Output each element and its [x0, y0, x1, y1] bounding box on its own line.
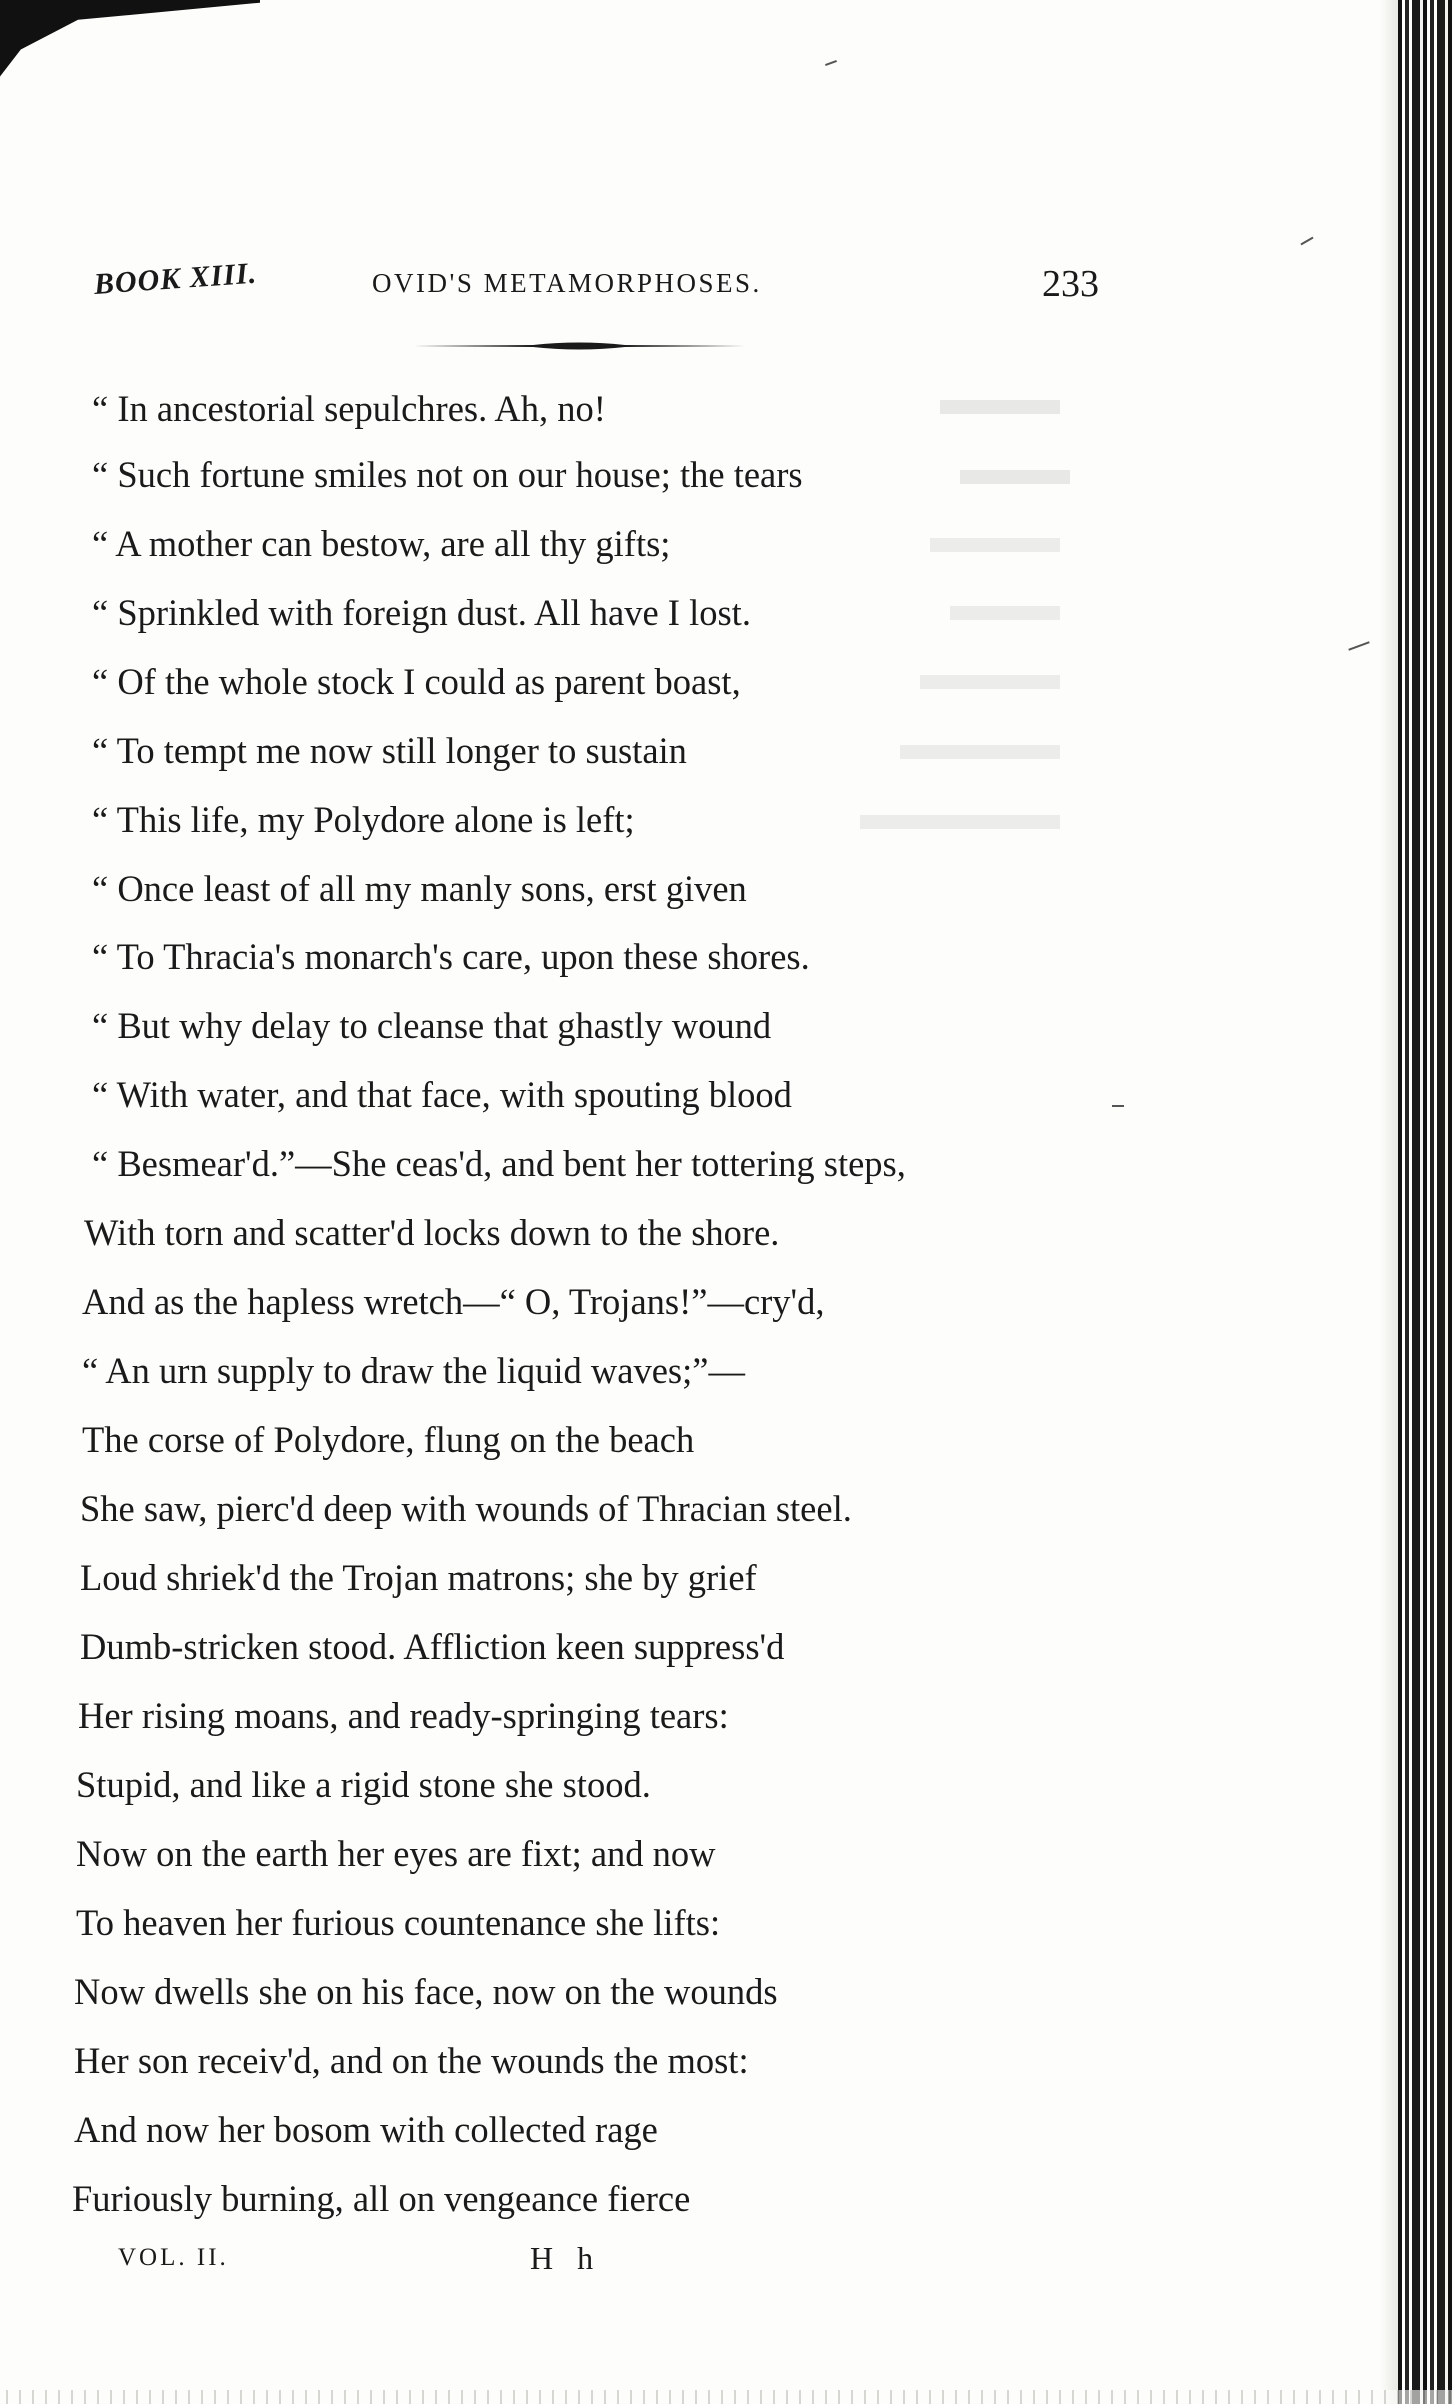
verse-line: Loud shriek'd the Trojan matrons; she by grief: [80, 1557, 757, 1598]
verse-line: “ With water, and that face, with spouting blood: [92, 1074, 792, 1115]
verse-line: Now on the earth her eyes are fixt; and now: [76, 1833, 716, 1874]
verse-line: “ Besmear'd.”—She ceas'd, and bent her tottering steps,: [92, 1143, 906, 1184]
signature-mark: H h: [530, 2240, 602, 2276]
verse-line: The corse of Polydore, flung on the beach: [82, 1419, 695, 1460]
book-label: BOOK XIII.: [92, 256, 259, 301]
verse-line: “ Sprinkled with foreign dust. All have I lost.: [92, 592, 751, 633]
showthrough-smudge: [940, 400, 1060, 414]
verse-line: “ To tempt me now still longer to sustain: [92, 730, 687, 771]
verse-line: Her son receiv'd, and on the wounds the most:: [74, 2040, 749, 2081]
verse-line: And as the hapless wretch—“ O, Trojans!”—cry'd,: [82, 1281, 825, 1322]
verse-line: “ In ancestorial sepulchres. Ah, no!: [92, 388, 606, 429]
verse-line: “ This life, my Polydore alone is left;: [92, 799, 635, 840]
verse-line: “ But why delay to cleanse that ghastly wound: [92, 1005, 772, 1046]
verse-line: To heaven her furious countenance she lifts:: [76, 1902, 721, 1943]
page-number: 233: [1042, 263, 1099, 305]
showthrough-smudge: [960, 470, 1070, 484]
verse-line: “ A mother can bestow, are all thy gifts;: [92, 523, 671, 564]
showthrough-smudge: [930, 538, 1060, 552]
volume-label: VOL. II.: [118, 2244, 229, 2271]
work-title: OVID'S METAMORPHOSES.: [372, 268, 762, 298]
verse-line: She saw, pierc'd deep with wounds of Thracian steel.: [80, 1488, 852, 1529]
verse-line: And now her bosom with collected rage: [74, 2109, 658, 2150]
verse-line: Furiously burning, all on vengeance fierce: [72, 2178, 691, 2219]
page-bottom-edge: [0, 2390, 1454, 2404]
verse-line: “ An urn supply to draw the liquid waves;”—: [82, 1350, 745, 1391]
showthrough-smudge: [860, 815, 1060, 829]
showthrough-smudge: [950, 606, 1060, 620]
verse-line: Dumb-stricken stood. Affliction keen suppress'd: [80, 1626, 785, 1667]
verse-line: “ Such fortune smiles not on our house; the tears: [92, 454, 803, 495]
verse-line: “ Of the whole stock I could as parent boast,: [92, 661, 741, 702]
verse-line: “ Once least of all my manly sons, erst given: [92, 868, 747, 909]
paper-speck: [1112, 1105, 1124, 1107]
verse-line: Now dwells she on his face, now on the wounds: [74, 1971, 778, 2012]
verse-line: Stupid, and like a rigid stone she stood.: [76, 1764, 651, 1805]
verse-line: With torn and scatter'd locks down to the shore.: [84, 1212, 780, 1253]
verse-line: Her rising moans, and ready-springing tears:: [78, 1695, 729, 1736]
showthrough-smudge: [900, 745, 1060, 759]
verse-line: “ To Thracia's monarch's care, upon these shores.: [92, 936, 810, 977]
showthrough-smudge: [920, 675, 1060, 689]
